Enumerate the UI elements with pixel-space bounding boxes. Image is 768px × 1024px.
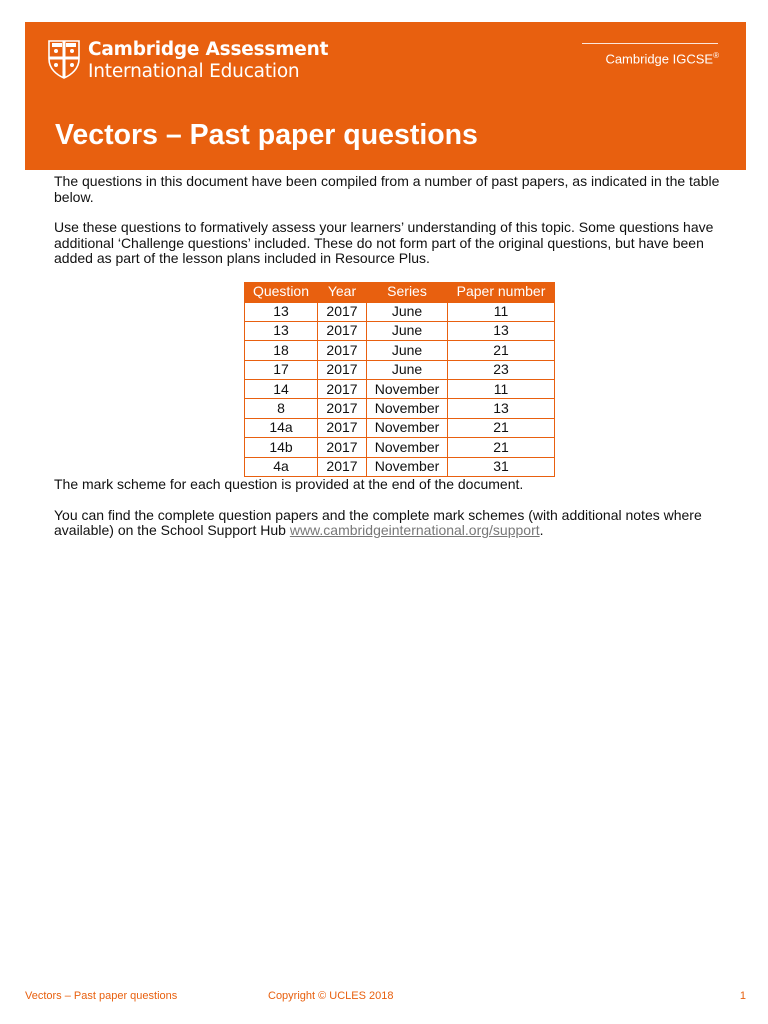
cell-question: 13 xyxy=(245,321,318,340)
cell-year: 2017 xyxy=(318,341,367,360)
table-row xyxy=(245,321,555,340)
logo-line-1: Cambridge Assessment xyxy=(88,39,329,60)
cell-question: 8 xyxy=(245,399,318,418)
cell-paper-number: 21 xyxy=(448,341,555,360)
cell-question: 14a xyxy=(245,418,318,437)
footer-copyright: Copyright © UCLES 2018 xyxy=(268,990,394,1002)
table-row xyxy=(245,380,555,399)
page-footer xyxy=(25,988,746,1004)
cell-question: 18 xyxy=(245,341,318,360)
cell-series: November xyxy=(367,457,448,476)
intro-paragraph-2: Use these questions to formatively assess your learners’ understanding of this topic. Some questions have additional ‘Challenge questions’ included. These do not form part of the original questions, but have been added as part of the lesson plans included in Resource Plus. xyxy=(54,219,714,266)
cell-question: 4a xyxy=(245,457,318,476)
cell-paper-number: 21 xyxy=(448,438,555,457)
support-hub-paragraph xyxy=(54,508,734,539)
registered-mark: ® xyxy=(713,51,719,60)
logo-line-2: International Education xyxy=(88,61,300,82)
cell-year: 2017 xyxy=(318,302,367,321)
document-header xyxy=(25,22,746,170)
header-rule xyxy=(582,43,718,44)
cell-paper-number: 13 xyxy=(448,321,555,340)
cell-series: June xyxy=(367,321,448,340)
table-row xyxy=(245,438,555,457)
document-body xyxy=(54,174,734,554)
cell-series: November xyxy=(367,399,448,418)
support-hub-period: . xyxy=(539,522,544,539)
qualification-label xyxy=(605,48,719,67)
cell-year: 2017 xyxy=(318,321,367,340)
document-title: Vectors – Past paper questions xyxy=(55,119,478,151)
table-row xyxy=(245,302,555,321)
cell-question: 13 xyxy=(245,302,318,321)
table-row xyxy=(245,457,555,476)
cell-year: 2017 xyxy=(318,457,367,476)
table-row xyxy=(245,399,555,418)
table-row xyxy=(245,418,555,437)
footer-page-number: 1 xyxy=(739,990,746,1002)
cell-paper-number: 31 xyxy=(448,457,555,476)
cell-series: November xyxy=(367,438,448,457)
cell-series: November xyxy=(367,380,448,399)
column-header-series: Series xyxy=(367,282,448,302)
cell-year: 2017 xyxy=(318,399,367,418)
cell-year: 2017 xyxy=(318,380,367,399)
cell-year: 2017 xyxy=(318,418,367,437)
support-hub-text: You can find the complete question papers and the complete mark schemes (with additional notes where available) on the School Support Hub xyxy=(54,506,702,539)
column-header-year: Year xyxy=(318,282,367,302)
cell-year: 2017 xyxy=(318,360,367,379)
column-header-paper-number: Paper number xyxy=(448,282,555,302)
cambridge-shield-icon xyxy=(47,39,81,79)
cell-question: 14 xyxy=(245,380,318,399)
column-header-question: Question xyxy=(245,282,318,302)
intro-paragraph-1: The questions in this document have been compiled from a number of past papers, as indicated in the table below. xyxy=(54,173,720,205)
cell-paper-number: 11 xyxy=(448,302,555,321)
cell-paper-number: 21 xyxy=(448,418,555,437)
cell-series: June xyxy=(367,302,448,321)
cell-paper-number: 11 xyxy=(448,380,555,399)
qualification-name: Cambridge IGCSE xyxy=(605,51,714,67)
logo-wordmark xyxy=(88,39,328,83)
cell-year: 2017 xyxy=(318,438,367,457)
cell-series: November xyxy=(367,418,448,437)
table-header-row xyxy=(245,282,555,302)
footer-document-title: Vectors – Past paper questions xyxy=(25,990,178,1002)
table-row xyxy=(245,360,555,379)
support-hub-link[interactable]: www.cambridgeinternational.org/support xyxy=(289,522,540,539)
cambridge-logo xyxy=(47,39,328,83)
cell-paper-number: 13 xyxy=(448,399,555,418)
table-row xyxy=(245,341,555,360)
cell-question: 14b xyxy=(245,438,318,457)
mark-scheme-note: The mark scheme for each question is provided at the end of the document. xyxy=(54,476,524,493)
past-paper-table xyxy=(244,282,555,478)
cell-series: June xyxy=(367,341,448,360)
cell-paper-number: 23 xyxy=(448,360,555,379)
cell-series: June xyxy=(367,360,448,379)
cell-question: 17 xyxy=(245,360,318,379)
